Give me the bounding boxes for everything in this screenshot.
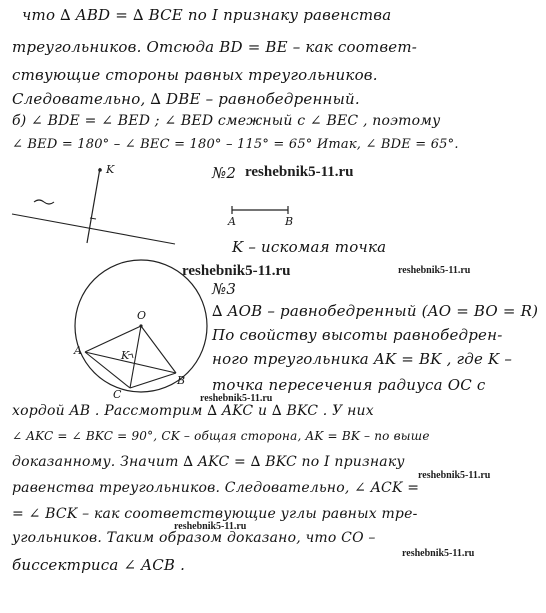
label-segment-b: B	[285, 215, 294, 228]
text-line-11: точка пересечения радиуса OC с	[212, 376, 486, 394]
text-line-2: треугольников. Отсюда BD = BE – как соответ-	[12, 38, 418, 56]
text-line-1: что ∆ ABD = ∆ BCE по I признаку равенства	[22, 6, 392, 24]
text-line-17: угольников. Таким образом доказано, что CO –	[12, 530, 376, 546]
watermark-small-3: reshebnik5-11.ru	[418, 470, 491, 481]
watermark-small-4: reshebnik5-11.ru	[174, 521, 247, 532]
text-line-10: ного треугольника AK = BK , где K –	[212, 350, 513, 368]
text-line-9: По свойству высоты равнобедрен-	[212, 326, 503, 344]
label-circle-c: C	[113, 388, 122, 401]
text-line-6: ∠ BED = 180° – ∠ BEC = 180° – 115° = 65° Итак, ∠ BDE = 65°.	[12, 137, 459, 152]
text-line-3: ствующие стороны равных треугольников.	[12, 66, 378, 84]
watermark-small-5: reshebnik5-11.ru	[402, 548, 475, 559]
watermark-small-1: reshebnik5-11.ru	[398, 265, 471, 276]
label-circle-o: O	[137, 309, 147, 322]
text-line-16: = ∠ BCK – как соответствующие углы равных тре-	[12, 506, 418, 522]
problem-number-3: №3	[212, 280, 237, 298]
problem-number-2: №2	[212, 164, 237, 182]
text-line-18: биссектриса ∠ ACB .	[12, 556, 186, 574]
text-line-12: хордой AB . Рассмотрим ∆ AKC и ∆ BKC . У них	[12, 403, 374, 419]
text-line-7: K – искомая точка	[232, 238, 387, 256]
label-circle-k: K	[121, 349, 130, 362]
text-line-14: доказанному. Значит ∆ AKC = ∆ BKC по I признаку	[12, 454, 405, 470]
label-k-top: K	[106, 163, 115, 176]
text-line-15: равенства треугольников. Следовательно, ∠ ACK =	[12, 480, 420, 496]
watermark-small-2: reshebnik5-11.ru	[200, 393, 273, 404]
label-segment-a: A	[228, 215, 236, 228]
text-line-5: б) ∠ BDE = ∠ BED ; ∠ BED смежный с ∠ BEC , поэтому	[12, 113, 441, 129]
text-line-4: Следовательно, ∆ DBE – равнобедренный.	[12, 90, 360, 108]
label-circle-a: A	[74, 344, 82, 357]
label-circle-b: B	[177, 374, 186, 387]
text-line-8: ∆ AOB – равнобедренный (AO = BO = R)	[212, 302, 539, 320]
watermark-2: reshebnik5-11.ru	[182, 263, 291, 279]
text-line-13: ∠ AKC = ∠ BKC = 90°, CK – общая сторона, AK = BK – по выше	[12, 429, 430, 443]
watermark-1: reshebnik5-11.ru	[245, 164, 354, 180]
